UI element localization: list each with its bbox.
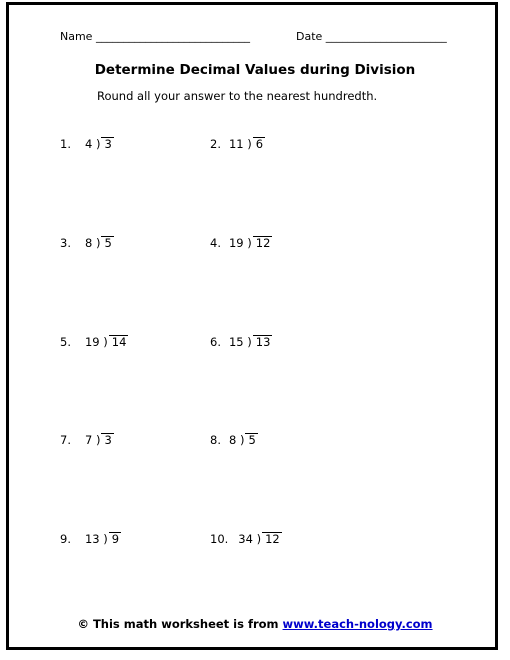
- problem-number: 8.: [210, 433, 221, 447]
- dividend: 5: [101, 236, 113, 250]
- dividend: 6: [253, 137, 265, 151]
- divisor: 4: [84, 137, 93, 151]
- problem-5: [60, 335, 128, 349]
- divisor: 19: [228, 236, 244, 250]
- divisor: 8: [228, 433, 237, 447]
- divisor: 13: [84, 532, 100, 546]
- problem-number: 3.: [60, 236, 71, 250]
- division-bracket: ): [247, 335, 252, 349]
- date-field: Date ______________________: [296, 30, 447, 43]
- problem-number: 9.: [60, 532, 71, 546]
- division-bracket: ): [103, 335, 108, 349]
- division-bracket: ): [247, 137, 252, 151]
- dividend: 5: [245, 433, 257, 447]
- dividend: 12: [253, 236, 273, 250]
- problem-6: [210, 335, 272, 349]
- division-bracket: ): [95, 236, 101, 250]
- problem-number: 5.: [60, 335, 71, 349]
- problem-number: 7.: [60, 433, 71, 447]
- problem-2: [210, 137, 265, 151]
- division-bracket: ): [256, 532, 262, 546]
- problem-8: [210, 433, 258, 447]
- division-bracket: ): [95, 433, 101, 447]
- dividend: 13: [253, 335, 273, 349]
- problem-number: 4.: [210, 236, 221, 250]
- divisor: 7: [84, 433, 93, 447]
- instructions: Round all your answer to the nearest hundredth.: [97, 89, 378, 103]
- divisor: 15: [228, 335, 244, 349]
- problem-7: [60, 433, 114, 447]
- problem-number: 10.: [210, 532, 229, 546]
- problem-4: [210, 236, 272, 250]
- problem-3: [60, 236, 114, 250]
- division-bracket: ): [95, 137, 101, 151]
- problem-1: [60, 137, 114, 151]
- division-bracket: ): [247, 236, 252, 250]
- divisor: 19: [84, 335, 100, 349]
- divisor: 11: [228, 137, 244, 151]
- footer-text: © This math worksheet is from: [77, 617, 283, 631]
- division-bracket: ): [239, 433, 245, 447]
- divisor: 34: [238, 532, 253, 546]
- name-field: Name ____________________________: [60, 30, 250, 43]
- problem-number: 2.: [210, 137, 221, 151]
- problem-9: [60, 532, 121, 546]
- dividend: 3: [101, 137, 113, 151]
- problem-10: [210, 532, 282, 546]
- dividend: 9: [109, 532, 121, 546]
- dividend: 3: [101, 433, 113, 447]
- footer-link[interactable]: www.teach-nology.com: [282, 617, 433, 631]
- division-bracket: ): [103, 532, 108, 546]
- dividend: 14: [109, 335, 129, 349]
- worksheet-title: Determine Decimal Values during Division: [94, 62, 416, 78]
- footer-credit: [0, 617, 510, 631]
- dividend: 12: [262, 532, 282, 546]
- divisor: 8: [84, 236, 93, 250]
- problem-number: 1.: [60, 137, 71, 151]
- problem-number: 6.: [210, 335, 221, 349]
